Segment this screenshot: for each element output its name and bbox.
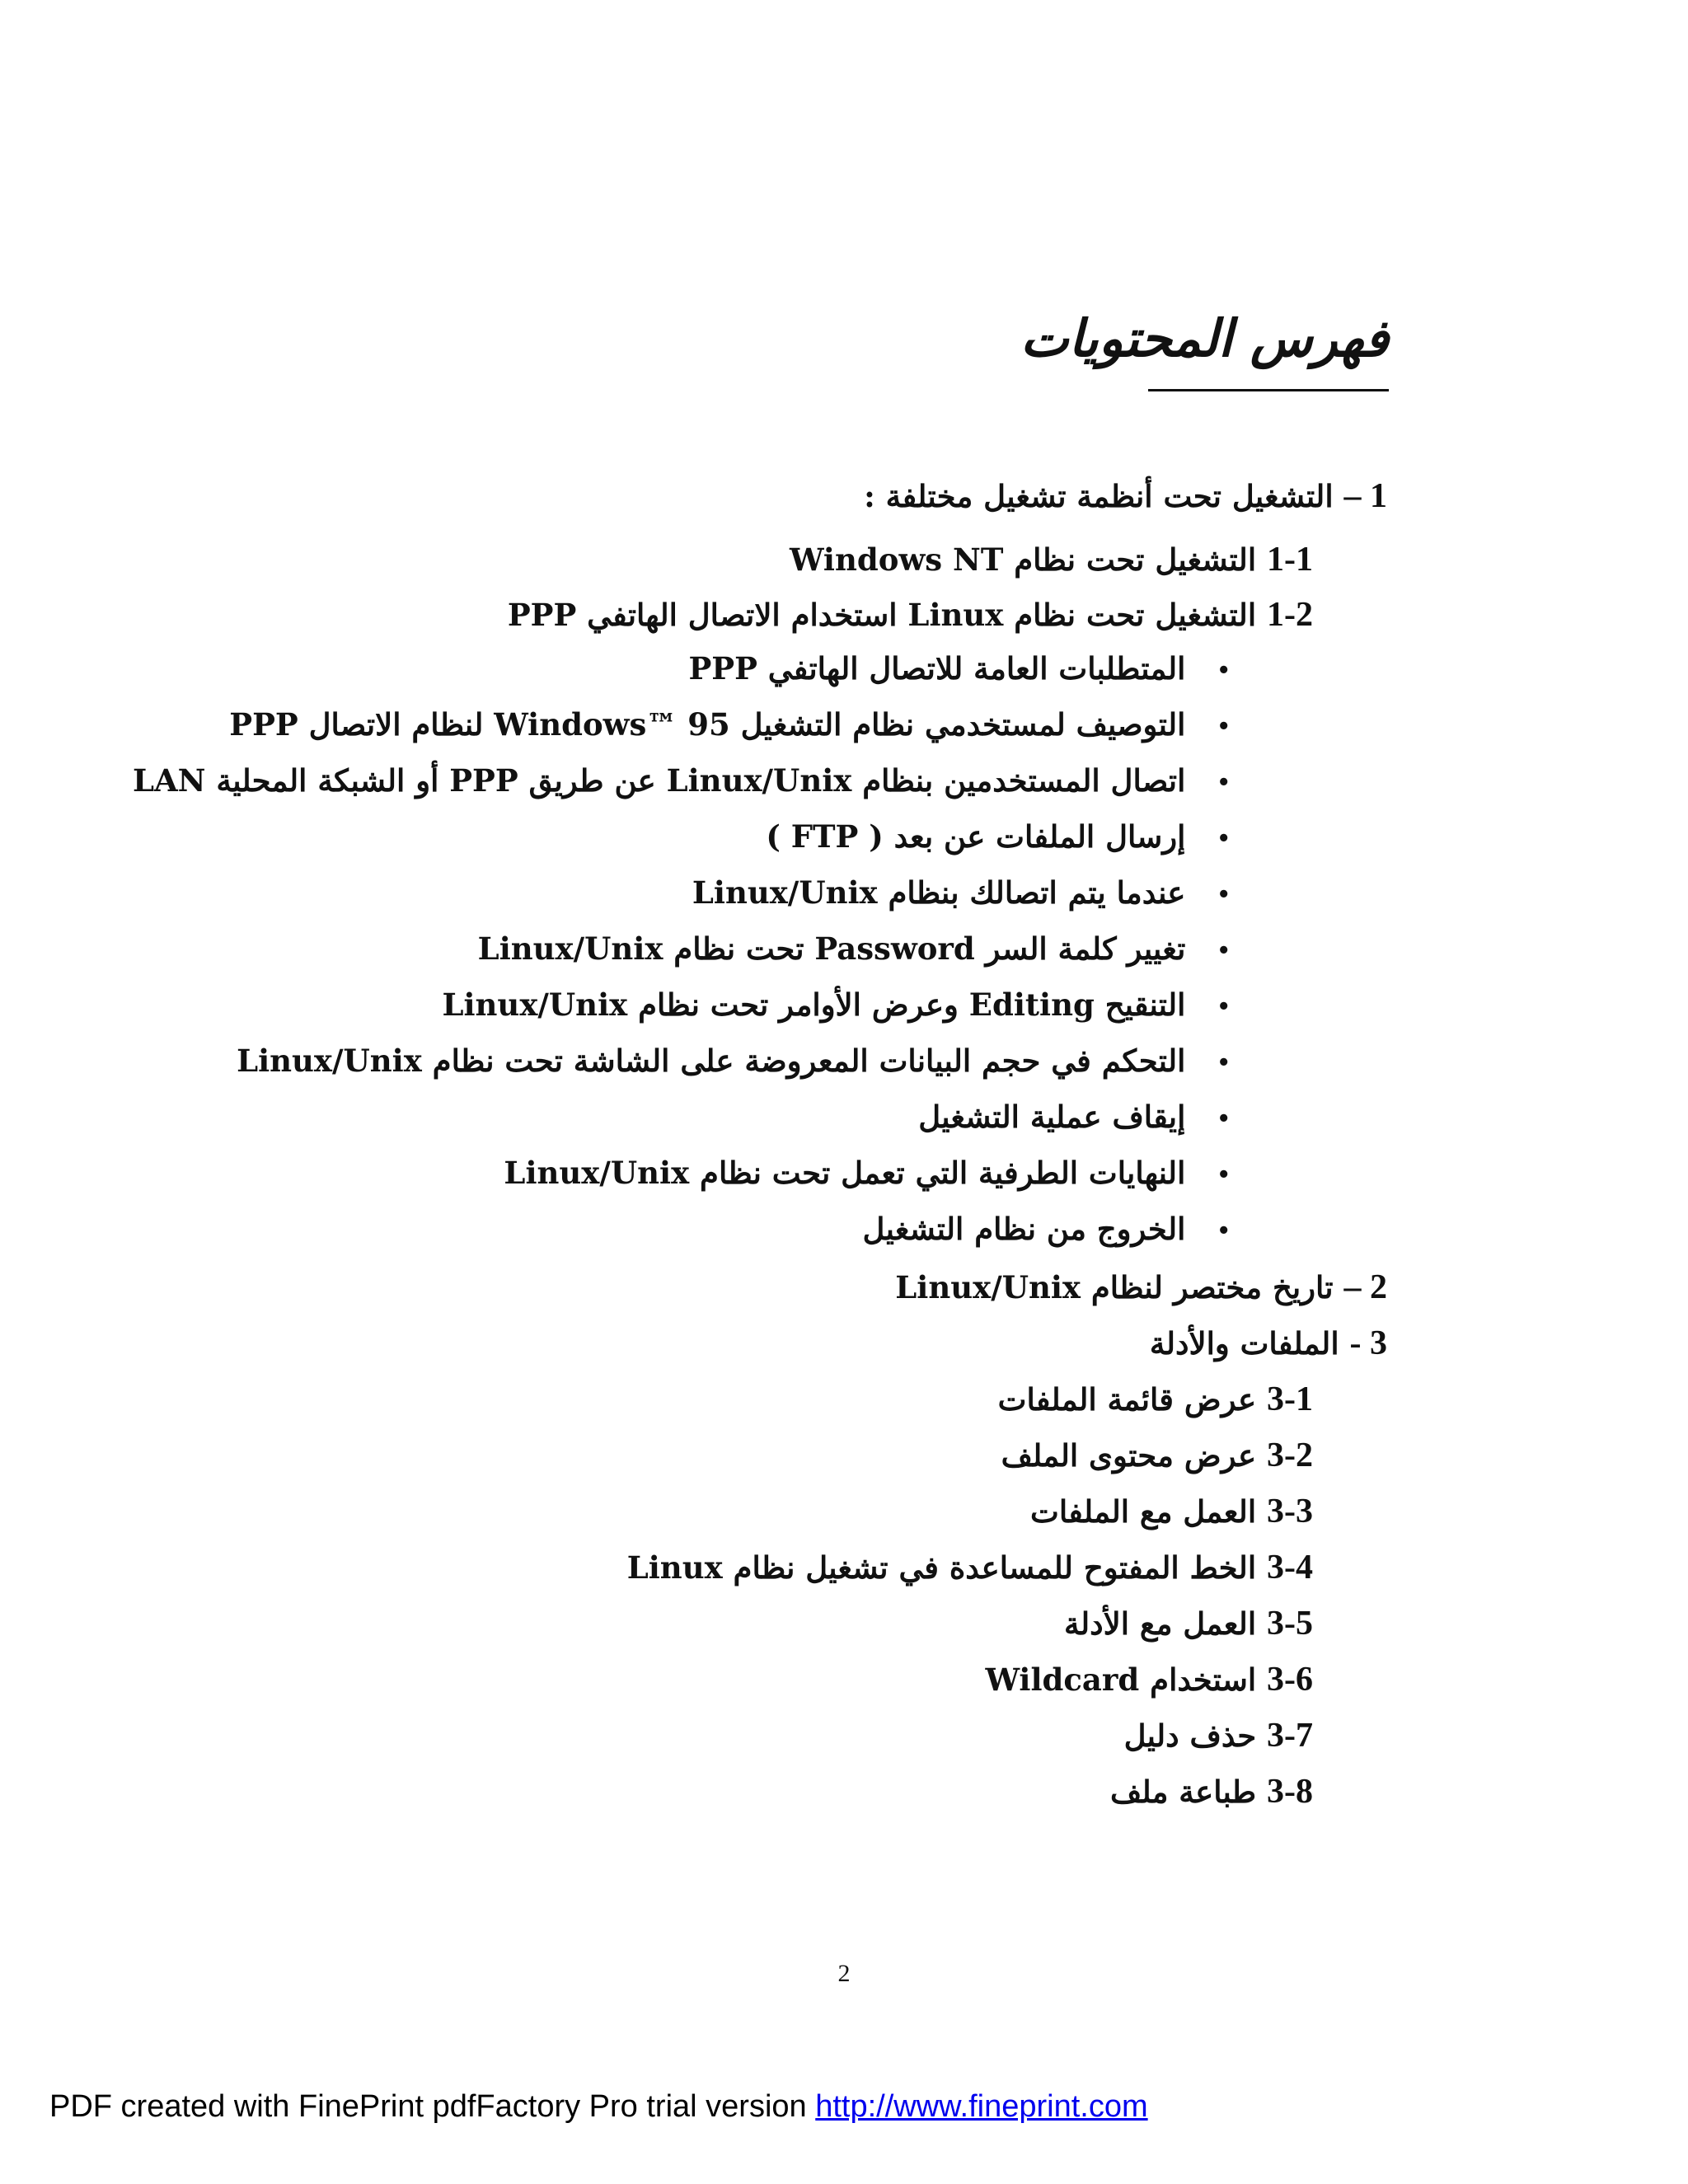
toc-text: الخروج من نظام التشغيل [862, 1211, 1186, 1247]
bullet-marker: • [1217, 882, 1231, 907]
toc-text: الخط المفتوح للمساعدة في تشغيل نظام Linux [626, 1549, 1257, 1586]
toc-entry [692, 875, 1231, 911]
toc-entry [1150, 1324, 1387, 1363]
toc-number: 1 – [1343, 477, 1387, 515]
toc-entry [442, 987, 1231, 1023]
toc-entry [766, 819, 1231, 855]
bullet-marker: • [1217, 826, 1231, 851]
toc-entry [918, 1099, 1231, 1135]
bullet-marker: • [1217, 1162, 1231, 1188]
toc-entry [998, 1380, 1313, 1419]
toc-number: 3-6 [1267, 1661, 1313, 1699]
toc-entry [237, 1043, 1231, 1079]
toc-number: 1-2 [1267, 596, 1313, 634]
toc-text: عرض قائمة الملفات [997, 1381, 1257, 1418]
toc-text: حذف دليل [1123, 1718, 1257, 1754]
toc-text: الملفات والأدلة [1149, 1325, 1339, 1361]
page-title: فهرس المحتويات [1020, 308, 1389, 368]
toc-text: تاريخ مختصر لنظام Linux/Unix [895, 1269, 1334, 1305]
toc-entry [478, 931, 1231, 967]
toc-text: العمل مع الملفات [1030, 1493, 1257, 1530]
toc-entry [1124, 1716, 1313, 1755]
toc-text: التحكم في حجم البيانات المعروضة على الشاشة تحت نظام Linux/Unix [237, 1043, 1186, 1079]
toc-text: استخدام Wildcard [985, 1661, 1257, 1698]
toc-text: اتصال المستخدمين بنظام Linux/Unix عن طريق PPP أو الشبكة المحلية LAN [132, 762, 1186, 799]
toc-entry [864, 476, 1387, 516]
toc-entry [1110, 1772, 1313, 1811]
footer-link[interactable]: http://www.fineprint.com [815, 2089, 1148, 2124]
toc-entry [504, 1155, 1231, 1191]
toc-entry [508, 595, 1313, 635]
bullet-marker: • [1217, 658, 1231, 683]
toc-number: 3-7 [1267, 1717, 1313, 1755]
toc-text: التوصيف لمستخدمي نظام التشغيل Windows™ 95 لنظام الاتصال PPP [229, 706, 1186, 743]
toc-number: 3-4 [1267, 1549, 1313, 1586]
toc-entry [895, 1268, 1387, 1307]
toc-number: 2 – [1343, 1268, 1387, 1306]
bullet-marker: • [1217, 770, 1231, 795]
bullet-marker: • [1217, 938, 1231, 963]
toc-entry [133, 763, 1231, 799]
toc-entry [1001, 1436, 1313, 1475]
toc-number: 3-5 [1267, 1605, 1313, 1643]
toc-entry [986, 1660, 1313, 1699]
toc-number: 3-2 [1267, 1436, 1313, 1474]
page-number: 2 [837, 1960, 851, 1987]
toc-text: التشغيل تحت أنظمة تشغيل مختلفة : [864, 478, 1334, 514]
toc-number: 1-1 [1267, 541, 1313, 579]
bullet-marker: • [1217, 1050, 1231, 1076]
toc-text: النهايات الطرفية التي تعمل تحت نظام Linux/Unix [504, 1155, 1186, 1191]
toc-entry [229, 707, 1231, 743]
toc-entry [627, 1548, 1313, 1587]
toc-text: تغيير كلمة السر Password تحت نظام Linux/Unix [477, 930, 1186, 967]
toc-text: التشغيل تحت نظام Linux استخدام الاتصال الهاتفي PPP [507, 597, 1257, 633]
toc-entry [1030, 1492, 1313, 1531]
toc-entry [688, 651, 1231, 687]
toc-text: عندما يتم اتصالك بنظام Linux/Unix [692, 874, 1186, 911]
toc-text: التشغيل تحت نظام Windows NT [790, 541, 1257, 578]
toc-number: 3-8 [1267, 1773, 1313, 1811]
toc-entry [790, 540, 1313, 579]
toc-text: العمل مع الأدلة [1064, 1605, 1257, 1642]
toc-entry [863, 1212, 1231, 1247]
toc-text: طباعة ملف [1110, 1774, 1257, 1810]
bullet-marker: • [1217, 714, 1231, 739]
toc-text: إيقاف عملية التشغيل [918, 1099, 1186, 1135]
toc-number: 3 - [1349, 1324, 1387, 1362]
toc-number: 3-3 [1267, 1493, 1313, 1530]
toc-text: عرض محتوى الملف [1001, 1437, 1257, 1474]
toc-text: التنقيح Editing وعرض الأوامر تحت نظام Linux/Unix [442, 987, 1186, 1023]
bullet-marker: • [1217, 1218, 1231, 1244]
pdf-footer [49, 2089, 1148, 2125]
bullet-marker: • [1217, 994, 1231, 1019]
toc-text: المتطلبات العامة للاتصال الهاتفي PPP [688, 650, 1186, 687]
toc-text: إرسال الملفات عن بعد ( FTP ) [766, 818, 1186, 855]
toc-entry [1064, 1604, 1313, 1643]
bullet-marker: • [1217, 1106, 1231, 1132]
toc-number: 3-1 [1267, 1380, 1313, 1418]
footer-text: PDF created with FinePrint pdfFactory Pro trial version [49, 2089, 807, 2124]
